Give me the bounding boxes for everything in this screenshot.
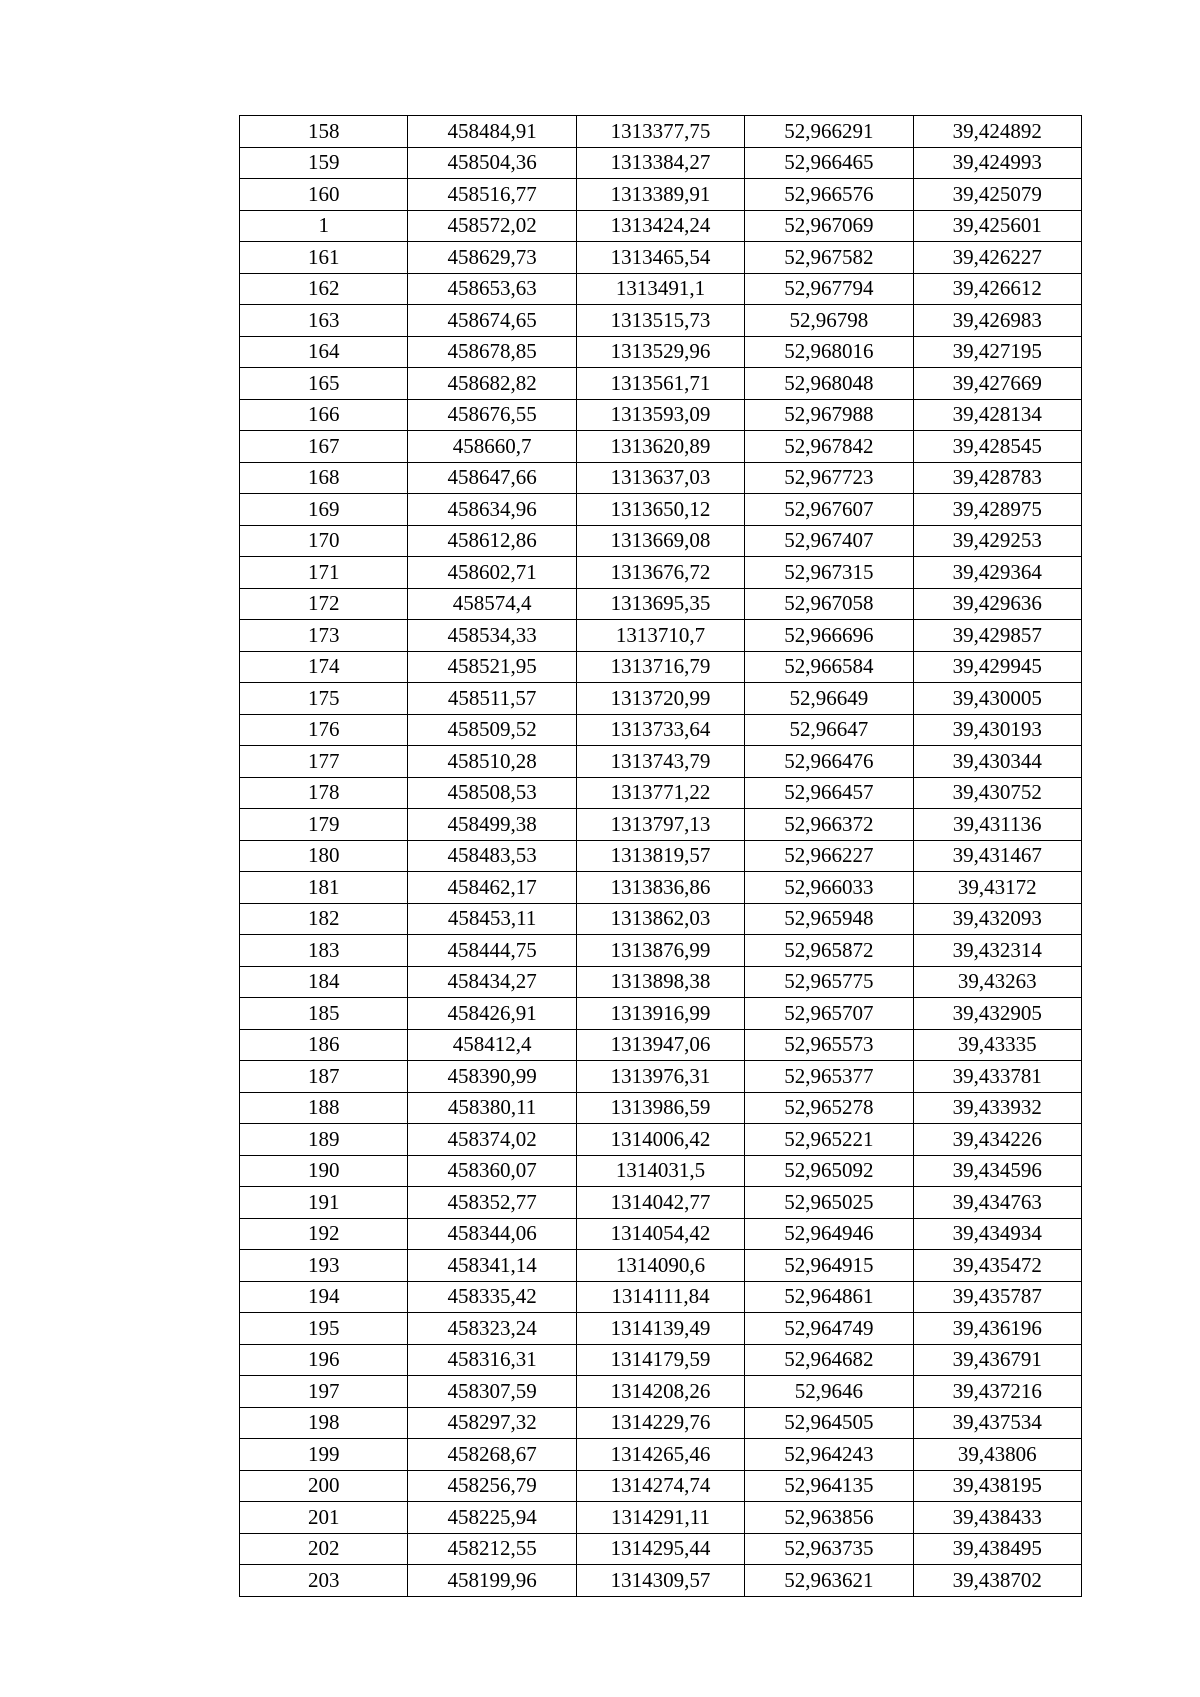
y-coordinate-cell: 1314208,26 <box>576 1376 744 1408</box>
y-coordinate-cell: 1313424,24 <box>576 210 744 242</box>
x-coordinate-cell: 458534,33 <box>408 620 576 652</box>
table-row <box>240 777 1082 809</box>
table-row <box>240 1533 1082 1565</box>
table-row <box>240 714 1082 746</box>
point-number-cell: 175 <box>240 683 408 715</box>
longitude-cell: 39,435787 <box>913 1281 1081 1313</box>
point-number-cell: 158 <box>240 116 408 148</box>
point-number-cell: 192 <box>240 1218 408 1250</box>
longitude-cell: 39,434934 <box>913 1218 1081 1250</box>
x-coordinate-cell: 458225,94 <box>408 1502 576 1534</box>
x-coordinate-cell: 458434,27 <box>408 966 576 998</box>
longitude-cell: 39,432314 <box>913 935 1081 967</box>
x-coordinate-cell: 458634,96 <box>408 494 576 526</box>
point-number-cell: 189 <box>240 1124 408 1156</box>
x-coordinate-cell: 458462,17 <box>408 872 576 904</box>
y-coordinate-cell: 1313389,91 <box>576 179 744 211</box>
latitude-cell: 52,963621 <box>745 1565 913 1597</box>
point-number-cell: 162 <box>240 273 408 305</box>
longitude-cell: 39,428134 <box>913 399 1081 431</box>
table-row <box>240 179 1082 211</box>
x-coordinate-cell: 458390,99 <box>408 1061 576 1093</box>
table-row <box>240 116 1082 148</box>
point-number-cell: 194 <box>240 1281 408 1313</box>
table-row <box>240 683 1082 715</box>
y-coordinate-cell: 1313862,03 <box>576 903 744 935</box>
point-number-cell: 172 <box>240 588 408 620</box>
latitude-cell: 52,965573 <box>745 1029 913 1061</box>
x-coordinate-cell: 458572,02 <box>408 210 576 242</box>
table-row <box>240 1155 1082 1187</box>
x-coordinate-cell: 458256,79 <box>408 1470 576 1502</box>
y-coordinate-cell: 1313465,54 <box>576 242 744 274</box>
table-row <box>240 903 1082 935</box>
point-number-cell: 168 <box>240 462 408 494</box>
point-number-cell: 176 <box>240 714 408 746</box>
point-number-cell: 166 <box>240 399 408 431</box>
y-coordinate-cell: 1313637,03 <box>576 462 744 494</box>
x-coordinate-cell: 458297,32 <box>408 1407 576 1439</box>
table-row <box>240 1470 1082 1502</box>
table-row <box>240 1502 1082 1534</box>
point-number-cell: 1 <box>240 210 408 242</box>
longitude-cell: 39,434226 <box>913 1124 1081 1156</box>
longitude-cell: 39,437534 <box>913 1407 1081 1439</box>
longitude-cell: 39,431136 <box>913 809 1081 841</box>
table-row <box>240 368 1082 400</box>
y-coordinate-cell: 1313669,08 <box>576 525 744 557</box>
point-number-cell: 184 <box>240 966 408 998</box>
point-number-cell: 173 <box>240 620 408 652</box>
latitude-cell: 52,966033 <box>745 872 913 904</box>
x-coordinate-cell: 458212,55 <box>408 1533 576 1565</box>
longitude-cell: 39,429636 <box>913 588 1081 620</box>
x-coordinate-cell: 458516,77 <box>408 179 576 211</box>
latitude-cell: 52,967407 <box>745 525 913 557</box>
table-row <box>240 935 1082 967</box>
point-number-cell: 160 <box>240 179 408 211</box>
latitude-cell: 52,966576 <box>745 179 913 211</box>
x-coordinate-cell: 458660,7 <box>408 431 576 463</box>
point-number-cell: 170 <box>240 525 408 557</box>
latitude-cell: 52,966227 <box>745 840 913 872</box>
table-row <box>240 305 1082 337</box>
longitude-cell: 39,436196 <box>913 1313 1081 1345</box>
latitude-cell: 52,967069 <box>745 210 913 242</box>
y-coordinate-cell: 1313650,12 <box>576 494 744 526</box>
x-coordinate-cell: 458511,57 <box>408 683 576 715</box>
x-coordinate-cell: 458653,63 <box>408 273 576 305</box>
y-coordinate-cell: 1313898,38 <box>576 966 744 998</box>
longitude-cell: 39,434763 <box>913 1187 1081 1219</box>
x-coordinate-cell: 458316,31 <box>408 1344 576 1376</box>
x-coordinate-cell: 458674,65 <box>408 305 576 337</box>
x-coordinate-cell: 458307,59 <box>408 1376 576 1408</box>
point-number-cell: 182 <box>240 903 408 935</box>
longitude-cell: 39,438195 <box>913 1470 1081 1502</box>
y-coordinate-cell: 1313620,89 <box>576 431 744 463</box>
latitude-cell: 52,967842 <box>745 431 913 463</box>
table-row <box>240 1124 1082 1156</box>
y-coordinate-cell: 1313529,96 <box>576 336 744 368</box>
latitude-cell: 52,965775 <box>745 966 913 998</box>
longitude-cell: 39,433932 <box>913 1092 1081 1124</box>
table-row <box>240 588 1082 620</box>
y-coordinate-cell: 1313593,09 <box>576 399 744 431</box>
y-coordinate-cell: 1314006,42 <box>576 1124 744 1156</box>
latitude-cell: 52,965025 <box>745 1187 913 1219</box>
point-number-cell: 200 <box>240 1470 408 1502</box>
x-coordinate-cell: 458509,52 <box>408 714 576 746</box>
x-coordinate-cell: 458574,4 <box>408 588 576 620</box>
y-coordinate-cell: 1314054,42 <box>576 1218 744 1250</box>
x-coordinate-cell: 458508,53 <box>408 777 576 809</box>
latitude-cell: 52,9646 <box>745 1376 913 1408</box>
x-coordinate-cell: 458199,96 <box>408 1565 576 1597</box>
table-row <box>240 1376 1082 1408</box>
point-number-cell: 161 <box>240 242 408 274</box>
latitude-cell: 52,964505 <box>745 1407 913 1439</box>
longitude-cell: 39,430752 <box>913 777 1081 809</box>
longitude-cell: 39,429253 <box>913 525 1081 557</box>
point-number-cell: 197 <box>240 1376 408 1408</box>
latitude-cell: 52,964135 <box>745 1470 913 1502</box>
y-coordinate-cell: 1313491,1 <box>576 273 744 305</box>
x-coordinate-cell: 458341,14 <box>408 1250 576 1282</box>
table-row <box>240 242 1082 274</box>
table-row <box>240 1344 1082 1376</box>
longitude-cell: 39,426612 <box>913 273 1081 305</box>
x-coordinate-cell: 458444,75 <box>408 935 576 967</box>
table-row <box>240 1061 1082 1093</box>
x-coordinate-cell: 458323,24 <box>408 1313 576 1345</box>
longitude-cell: 39,429364 <box>913 557 1081 589</box>
point-number-cell: 201 <box>240 1502 408 1534</box>
y-coordinate-cell: 1314042,77 <box>576 1187 744 1219</box>
y-coordinate-cell: 1313743,79 <box>576 746 744 778</box>
x-coordinate-cell: 458453,11 <box>408 903 576 935</box>
latitude-cell: 52,967058 <box>745 588 913 620</box>
point-number-cell: 186 <box>240 1029 408 1061</box>
point-number-cell: 159 <box>240 147 408 179</box>
y-coordinate-cell: 1314139,49 <box>576 1313 744 1345</box>
latitude-cell: 52,964946 <box>745 1218 913 1250</box>
point-number-cell: 171 <box>240 557 408 589</box>
latitude-cell: 52,965707 <box>745 998 913 1030</box>
latitude-cell: 52,966465 <box>745 147 913 179</box>
x-coordinate-cell: 458380,11 <box>408 1092 576 1124</box>
longitude-cell: 39,427669 <box>913 368 1081 400</box>
longitude-cell: 39,438495 <box>913 1533 1081 1565</box>
y-coordinate-cell: 1314111,84 <box>576 1281 744 1313</box>
y-coordinate-cell: 1313515,73 <box>576 305 744 337</box>
x-coordinate-cell: 458268,67 <box>408 1439 576 1471</box>
x-coordinate-cell: 458504,36 <box>408 147 576 179</box>
longitude-cell: 39,428545 <box>913 431 1081 463</box>
y-coordinate-cell: 1313986,59 <box>576 1092 744 1124</box>
y-coordinate-cell: 1314179,59 <box>576 1344 744 1376</box>
x-coordinate-cell: 458629,73 <box>408 242 576 274</box>
y-coordinate-cell: 1314265,46 <box>576 1439 744 1471</box>
x-coordinate-cell: 458360,07 <box>408 1155 576 1187</box>
x-coordinate-cell: 458483,53 <box>408 840 576 872</box>
point-number-cell: 188 <box>240 1092 408 1124</box>
latitude-cell: 52,965092 <box>745 1155 913 1187</box>
latitude-cell: 52,965278 <box>745 1092 913 1124</box>
point-number-cell: 187 <box>240 1061 408 1093</box>
y-coordinate-cell: 1314295,44 <box>576 1533 744 1565</box>
table-row <box>240 840 1082 872</box>
table-row <box>240 147 1082 179</box>
latitude-cell: 52,967607 <box>745 494 913 526</box>
longitude-cell: 39,425079 <box>913 179 1081 211</box>
y-coordinate-cell: 1313976,31 <box>576 1061 744 1093</box>
table-row <box>240 399 1082 431</box>
longitude-cell: 39,426227 <box>913 242 1081 274</box>
y-coordinate-cell: 1313710,7 <box>576 620 744 652</box>
y-coordinate-cell: 1313836,86 <box>576 872 744 904</box>
longitude-cell: 39,438433 <box>913 1502 1081 1534</box>
point-number-cell: 195 <box>240 1313 408 1345</box>
longitude-cell: 39,43335 <box>913 1029 1081 1061</box>
point-number-cell: 198 <box>240 1407 408 1439</box>
longitude-cell: 39,43806 <box>913 1439 1081 1471</box>
y-coordinate-cell: 1313916,99 <box>576 998 744 1030</box>
y-coordinate-cell: 1313733,64 <box>576 714 744 746</box>
point-number-cell: 203 <box>240 1565 408 1597</box>
point-number-cell: 179 <box>240 809 408 841</box>
x-coordinate-cell: 458426,91 <box>408 998 576 1030</box>
table-row <box>240 872 1082 904</box>
longitude-cell: 39,429945 <box>913 651 1081 683</box>
latitude-cell: 52,967794 <box>745 273 913 305</box>
longitude-cell: 39,435472 <box>913 1250 1081 1282</box>
longitude-cell: 39,428783 <box>913 462 1081 494</box>
latitude-cell: 52,965377 <box>745 1061 913 1093</box>
table-row <box>240 809 1082 841</box>
table-row <box>240 651 1082 683</box>
longitude-cell: 39,430344 <box>913 746 1081 778</box>
longitude-cell: 39,424993 <box>913 147 1081 179</box>
point-number-cell: 178 <box>240 777 408 809</box>
y-coordinate-cell: 1313771,22 <box>576 777 744 809</box>
x-coordinate-cell: 458682,82 <box>408 368 576 400</box>
y-coordinate-cell: 1313561,71 <box>576 368 744 400</box>
latitude-cell: 52,966291 <box>745 116 913 148</box>
y-coordinate-cell: 1313384,27 <box>576 147 744 179</box>
latitude-cell: 52,966457 <box>745 777 913 809</box>
longitude-cell: 39,427195 <box>913 336 1081 368</box>
longitude-cell: 39,434596 <box>913 1155 1081 1187</box>
x-coordinate-cell: 458521,95 <box>408 651 576 683</box>
latitude-cell: 52,96649 <box>745 683 913 715</box>
table-row <box>240 431 1082 463</box>
y-coordinate-cell: 1313947,06 <box>576 1029 744 1061</box>
y-coordinate-cell: 1313716,79 <box>576 651 744 683</box>
table-row <box>240 494 1082 526</box>
y-coordinate-cell: 1313377,75 <box>576 116 744 148</box>
latitude-cell: 52,966476 <box>745 746 913 778</box>
longitude-cell: 39,433781 <box>913 1061 1081 1093</box>
y-coordinate-cell: 1314274,74 <box>576 1470 744 1502</box>
table-row <box>240 336 1082 368</box>
longitude-cell: 39,43172 <box>913 872 1081 904</box>
y-coordinate-cell: 1313695,35 <box>576 588 744 620</box>
table-row <box>240 525 1082 557</box>
x-coordinate-cell: 458412,4 <box>408 1029 576 1061</box>
x-coordinate-cell: 458678,85 <box>408 336 576 368</box>
latitude-cell: 52,967315 <box>745 557 913 589</box>
table-row <box>240 620 1082 652</box>
point-number-cell: 181 <box>240 872 408 904</box>
latitude-cell: 52,965948 <box>745 903 913 935</box>
x-coordinate-cell: 458612,86 <box>408 525 576 557</box>
x-coordinate-cell: 458510,28 <box>408 746 576 778</box>
x-coordinate-cell: 458647,66 <box>408 462 576 494</box>
y-coordinate-cell: 1313720,99 <box>576 683 744 715</box>
y-coordinate-cell: 1314229,76 <box>576 1407 744 1439</box>
point-number-cell: 193 <box>240 1250 408 1282</box>
longitude-cell: 39,426983 <box>913 305 1081 337</box>
point-number-cell: 191 <box>240 1187 408 1219</box>
latitude-cell: 52,964861 <box>745 1281 913 1313</box>
point-number-cell: 183 <box>240 935 408 967</box>
point-number-cell: 196 <box>240 1344 408 1376</box>
latitude-cell: 52,965221 <box>745 1124 913 1156</box>
longitude-cell: 39,424892 <box>913 116 1081 148</box>
latitude-cell: 52,966584 <box>745 651 913 683</box>
y-coordinate-cell: 1314291,11 <box>576 1502 744 1534</box>
table-row <box>240 1313 1082 1345</box>
x-coordinate-cell: 458602,71 <box>408 557 576 589</box>
y-coordinate-cell: 1314031,5 <box>576 1155 744 1187</box>
x-coordinate-cell: 458335,42 <box>408 1281 576 1313</box>
x-coordinate-cell: 458374,02 <box>408 1124 576 1156</box>
point-number-cell: 167 <box>240 431 408 463</box>
latitude-cell: 52,96647 <box>745 714 913 746</box>
y-coordinate-cell: 1314090,6 <box>576 1250 744 1282</box>
table-row <box>240 1092 1082 1124</box>
point-number-cell: 163 <box>240 305 408 337</box>
coordinates-table <box>239 115 1082 1597</box>
point-number-cell: 202 <box>240 1533 408 1565</box>
table-row <box>240 966 1082 998</box>
coordinates-table-body <box>240 116 1082 1597</box>
latitude-cell: 52,968016 <box>745 336 913 368</box>
longitude-cell: 39,429857 <box>913 620 1081 652</box>
longitude-cell: 39,436791 <box>913 1344 1081 1376</box>
table-row <box>240 557 1082 589</box>
longitude-cell: 39,438702 <box>913 1565 1081 1597</box>
table-row <box>240 1407 1082 1439</box>
table-row <box>240 1218 1082 1250</box>
point-number-cell: 174 <box>240 651 408 683</box>
latitude-cell: 52,964915 <box>745 1250 913 1282</box>
latitude-cell: 52,967723 <box>745 462 913 494</box>
latitude-cell: 52,963735 <box>745 1533 913 1565</box>
table-row <box>240 998 1082 1030</box>
longitude-cell: 39,428975 <box>913 494 1081 526</box>
table-row <box>240 746 1082 778</box>
longitude-cell: 39,432093 <box>913 903 1081 935</box>
y-coordinate-cell: 1313676,72 <box>576 557 744 589</box>
y-coordinate-cell: 1314309,57 <box>576 1565 744 1597</box>
longitude-cell: 39,432905 <box>913 998 1081 1030</box>
table-row <box>240 462 1082 494</box>
longitude-cell: 39,430193 <box>913 714 1081 746</box>
table-row <box>240 1250 1082 1282</box>
table-row <box>240 1565 1082 1597</box>
x-coordinate-cell: 458484,91 <box>408 116 576 148</box>
point-number-cell: 190 <box>240 1155 408 1187</box>
latitude-cell: 52,964243 <box>745 1439 913 1471</box>
longitude-cell: 39,425601 <box>913 210 1081 242</box>
table-row <box>240 1029 1082 1061</box>
table-row <box>240 1281 1082 1313</box>
latitude-cell: 52,966696 <box>745 620 913 652</box>
latitude-cell: 52,963856 <box>745 1502 913 1534</box>
longitude-cell: 39,43263 <box>913 966 1081 998</box>
longitude-cell: 39,431467 <box>913 840 1081 872</box>
point-number-cell: 164 <box>240 336 408 368</box>
y-coordinate-cell: 1313876,99 <box>576 935 744 967</box>
point-number-cell: 185 <box>240 998 408 1030</box>
x-coordinate-cell: 458499,38 <box>408 809 576 841</box>
latitude-cell: 52,966372 <box>745 809 913 841</box>
y-coordinate-cell: 1313797,13 <box>576 809 744 841</box>
latitude-cell: 52,964749 <box>745 1313 913 1345</box>
table-row <box>240 1439 1082 1471</box>
longitude-cell: 39,430005 <box>913 683 1081 715</box>
latitude-cell: 52,968048 <box>745 368 913 400</box>
table-row <box>240 1187 1082 1219</box>
x-coordinate-cell: 458352,77 <box>408 1187 576 1219</box>
point-number-cell: 165 <box>240 368 408 400</box>
x-coordinate-cell: 458344,06 <box>408 1218 576 1250</box>
table-row <box>240 210 1082 242</box>
latitude-cell: 52,964682 <box>745 1344 913 1376</box>
latitude-cell: 52,965872 <box>745 935 913 967</box>
x-coordinate-cell: 458676,55 <box>408 399 576 431</box>
latitude-cell: 52,96798 <box>745 305 913 337</box>
table-row <box>240 273 1082 305</box>
y-coordinate-cell: 1313819,57 <box>576 840 744 872</box>
longitude-cell: 39,437216 <box>913 1376 1081 1408</box>
point-number-cell: 199 <box>240 1439 408 1471</box>
point-number-cell: 180 <box>240 840 408 872</box>
latitude-cell: 52,967988 <box>745 399 913 431</box>
point-number-cell: 177 <box>240 746 408 778</box>
latitude-cell: 52,967582 <box>745 242 913 274</box>
point-number-cell: 169 <box>240 494 408 526</box>
